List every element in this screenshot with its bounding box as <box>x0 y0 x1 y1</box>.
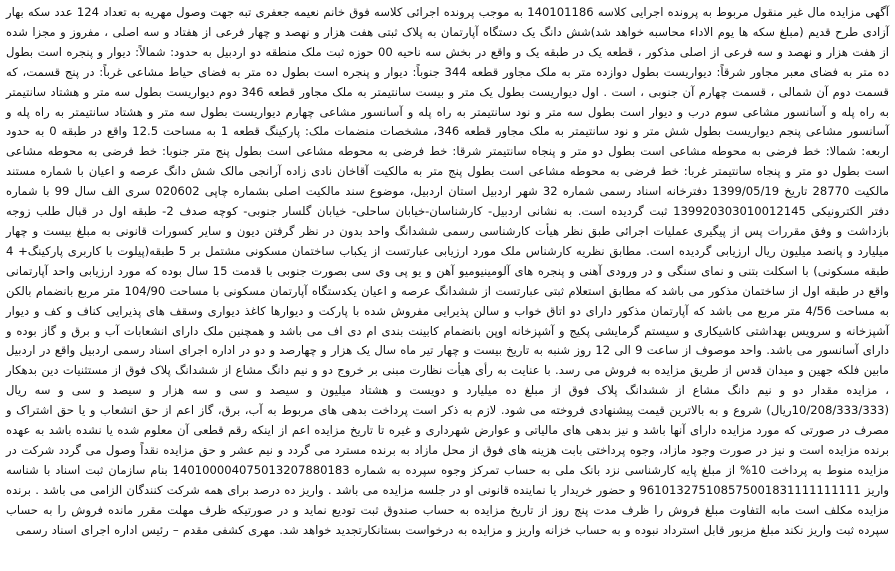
auction-notice-text: آگهی مزایده مال غیر منقول مربوط به پرونده اجرایی کلاسه 140101186 به موجب پرونده اجرائی کلاسه فوق خانم نعیمه جعفری تبه جهت وصول مهریه به تعداد 124 عدد سکه بهار آزادی طرح قدیم (مبلغ سکه ها یوم الاداء محاسبه خواهد شد)شش دانگ یک دستگاه آپارتمان به پلاک ثبتی هفت هزار و نهصد و چهار فرعی از هفتاد و سه اصلی ، مفروز و مجزا شده از هفت هزار و نهصد و سه فرعی از اصلی مذکور ، قطعه یک در طبقه یک و واقع در بخش سه ناحیه 00 حوزه ثبت ملک منطقه دو اردبیل به حدود: شمالاً: دیوار و پنجره است بطول ده متر به فضای معبر مجاور شرقاً: دیواریست بطول دوازده متر به ملک مجاور قطعه 344 جنوباً: دیوار و پنجره است بطول ده متر به فضای حیاط مشاعی غرباً: در پنج قسمت، که قسمت دوم آن شمالی ، قسمت چهارم آن جنوبی ، است . اول دیواریست بطول یک متر و بیست سانتیمتر به ملک مجاور قطعه 346 دوم دیواریست بطول سه متر و هشتاد سانتیمتر به راه پله و آسانسور مشاعی سوم درب و دیوار است بطول سه متر و نود سانتیمتر به راه پله و آسانسور مشاعی چهارم دیواریست بطول سه متر و هشتاد سانتیمتر به راه پله و آسانسور مشاعی پنجم دیواریست بطول شش متر و نود سانتیمتر به ملک مجاور قطعه 346، مشخصات منضمات ملک: پارکینگ قطعه 1 به مساحت 12.5 واقع در طبقه 0 به حدود اربعه: شمالا: خط فرضی به محوطه مشاعی است بطول دو متر و پنجاه سانتیمتر شرقا: خط فرضی به محوطه مشاعی است بطول پنج متر جنوبا: خط فرضی به محوطه مشاعی است بطول دو متر و پنجاه سانتیمتر غربا: خط فرضی به محوطه مشاعی است بطول پنج متر به مالکیت آقاخان نادی زاده آرانجی مالک شش دانگ عرصه و اعیان با شماره مستند مالکیت 28770 تاریخ 1399/05/19 دفترخانه اسناد رسمی شماره 32 شهر اردبیل استان اردبیل، موضوع سند مالکیت اصلی بشماره چاپی 020602 سری الف سال 99 با شماره دفتر الکترونیکی 139920303010012145 ثبت گردیده است. به نشانی اردبیل- کارشناسان-خیابان ساحلی- خیابان گلسار جنوبی- کوچه صدف 2- طبقه اول در قبال طلب زوجه بازداشت و وفق مقررات پس از پیگیری عملیات اجرائی طبق نظر هیأت کارشناسی رسمی ششدانگ واحد بدون در نظر گرفتن دیون و سایر کسورات قانونی به مبلغ بیست و چهار میلیارد و پانصد میلیون ریال ارزیابی گردیده است. مطابق نظریه کارشناس ملک مورد ارزیابی عبارتست از یکباب ساختمان مسکونی مشتمل بر 5 طبقه(پیلوت با کاربری پارکینگ+ 4 طبقه مسکونی) با اسکلت بتنی و نمای سنگی و در ورودی آهنی و پنجره های آلومینیومیو آهن و یو پی وی سی بصورت جنوبی با قدمت 15 سال بوده که مورد ارزیابی واحد آپارتمانی واقع در طبقه اول از ساختمان مذکور می باشد که مطابق استعلام ثبتی عبارتست از ششدانگ عرصه و اعیان یکدستگاه آپارتمان مسکونی با مساحت 104/90 متر مربع بانضمام بالکن به مساحت 4/56 متر مربع می باشد که آپارتمان مذکور دارای دو اتاق خواب و سالن پذیرایی مفروش شده با پارکت و دیوارها کاغذ دیواری وسقف های پذیرایی کناف و کف و دیوار آشپزخانه و سرویس بهداشتی کاشیکاری و سیستم گرمایشی پکیج و آشپزخانه اوپن بانضمام کابینت بندی ام دی اف می باشد و همچنین ملک دارای انشعابات آب و برق و گاز بوده و دارای آسانسور می باشد. واحد موصوف از ساعت 9 الی 12 روز شنبه به تاریخ بیست و چهار تیر ماه سال یک هزار و چهارصد و دو در اداره اجرای اسناد رسمی اردبیل واقع در اردبیل مابین فلکه جهین و میدان قدس از طریق مزایده به فروش می رسد. با عنایت به رأی هیأت نظارت مبنی بر خروج دو و نیم دانگ مشاع از ششدانگ پلاک فوق از مستثنیات دین بدهکار ، مزایده مقدار دو و نیم دانگ مشاع از ششدانگ پلاک فوق از مبلغ ده میلیارد و دویست و هشتاد میلیون و سیصد و سی و سه هزار و سیصد و سی و سه ریال (10/208/333/333ریال) شروع و به بالاترین قیمت پیشنهادی فروخته می شود. لازم به ذکر است پرداخت بدهی های مربوط به آب، برق، گاز اعم از حق انشعاب و یا حق اشتراک و مصرف در صورتی که مورد مزایده دارای آنها باشد و نیز بدهی های مالیاتی و عوارض شهرداری و غیره تا تاریخ مزایده اعم از اینکه رقم قطعی آن معلوم شده یا نشده باشد به عهده برنده مزایده است و نیز در صورت وجود مازاد، وجوه پرداختی بابت هزینه های فوق از محل مازاد به برنده مسترد می گردد و نیم عشر و حق مزایده نقداً وصول می گردد شرکت در مزایده منوط به پرداخت 10% از مبلغ پایه کارشناسی نزد بانک ملی به حساب تمرکز وجوه سپرده به شماره 140100004075013207880183 بنام سازمان ثبت اسناد با شناسه واریز 961013275108575001831111111111 و حضور خریدار یا نماینده قانونی او در جلسه مزایده می باشد . واریز ده درصد برای همه شرکت کنندگان الزامی می باشد . برنده مزایده مکلف است مابه التفاوت مبلغ فروش را ظرف مدت پنج روز از تاریخ مزایده به حساب صندوق ثبت تودیع نماید و در صورتیکه ظرف مهلت مقرر مانده فروش را به حساب سپرده ثبت واریز نکند مبلغ مزبور قابل استرداد نبوده و به حساب خزانه واریز و مزایده به درخواست بستانکارتجدید خواهد شد. مهری کشفی مقدم – رئیس اداره اجرای اسناد رسمی <box>6 5 890 537</box>
